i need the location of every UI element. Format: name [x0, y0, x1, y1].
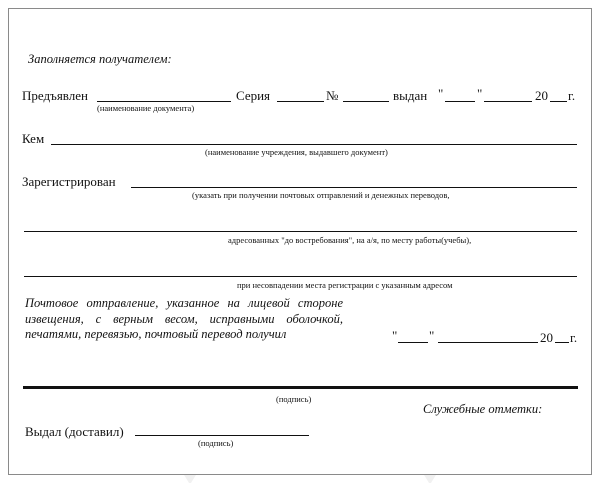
delivered-by-signature-field[interactable]: [135, 435, 309, 436]
service-marks-label: Служебные отметки:: [423, 402, 543, 416]
delivered-by-label: Выдал (доставил): [25, 424, 124, 439]
series-field[interactable]: [277, 101, 324, 102]
registered-label: Зарегистрирован: [22, 174, 116, 189]
recipient-signature-caption: (подпись): [276, 394, 312, 404]
document-name-field[interactable]: [97, 101, 231, 102]
number-field[interactable]: [343, 101, 389, 102]
issue-day-field[interactable]: [445, 101, 475, 102]
receipt-year-field[interactable]: [555, 342, 569, 343]
fill-note: Заполняется получателем:: [28, 52, 172, 66]
registration-field-line-3[interactable]: [24, 276, 577, 277]
receipt-month-field[interactable]: [438, 342, 538, 343]
issuing-authority-field[interactable]: [51, 144, 577, 145]
receipt-day-field[interactable]: [398, 342, 428, 343]
receipt-year-prefix: 20: [540, 330, 553, 345]
registration-field[interactable]: [131, 187, 577, 188]
receipt-day-open-quote: ": [392, 328, 398, 343]
issued-label: выдан: [393, 88, 428, 103]
day-close-quote: ": [477, 86, 483, 101]
issued-by-label: Кем: [22, 131, 45, 146]
receipt-year-suffix: г.: [570, 330, 578, 345]
year-prefix: 20: [535, 88, 548, 103]
issuing-authority-caption: (наименование учреждения, выдавшего документ): [205, 147, 388, 157]
number-label: №: [326, 88, 339, 103]
day-open-quote: ": [438, 86, 444, 101]
year-suffix: г.: [568, 88, 576, 103]
receipt-statement: Почтовое отправление, указанное на лицевой стороне извещения, с верным весом, исправными оболочкой, печатями, перевязью, почтовый перевод получил: [25, 296, 343, 341]
presented-label: Предъявлен: [22, 88, 88, 103]
delivered-by-signature-caption: (подпись): [198, 438, 234, 448]
document-name-caption: (наименование документа): [97, 103, 195, 113]
issue-year-field[interactable]: [550, 101, 567, 102]
recipient-signature-line[interactable]: [23, 386, 578, 389]
series-label: Серия: [236, 88, 271, 103]
registration-field-line-2[interactable]: [24, 231, 577, 232]
issue-month-field[interactable]: [484, 101, 532, 102]
registration-caption-2: адресованных "до востребования", на а/я, по месту работы(учебы),: [228, 235, 472, 245]
registration-caption-3: при несовпадении места регистрации с указанным адресом: [237, 280, 453, 290]
receipt-day-close-quote: ": [429, 328, 435, 343]
registration-caption: (указать при получении почтовых отправлений и денежных переводов,: [192, 190, 450, 200]
